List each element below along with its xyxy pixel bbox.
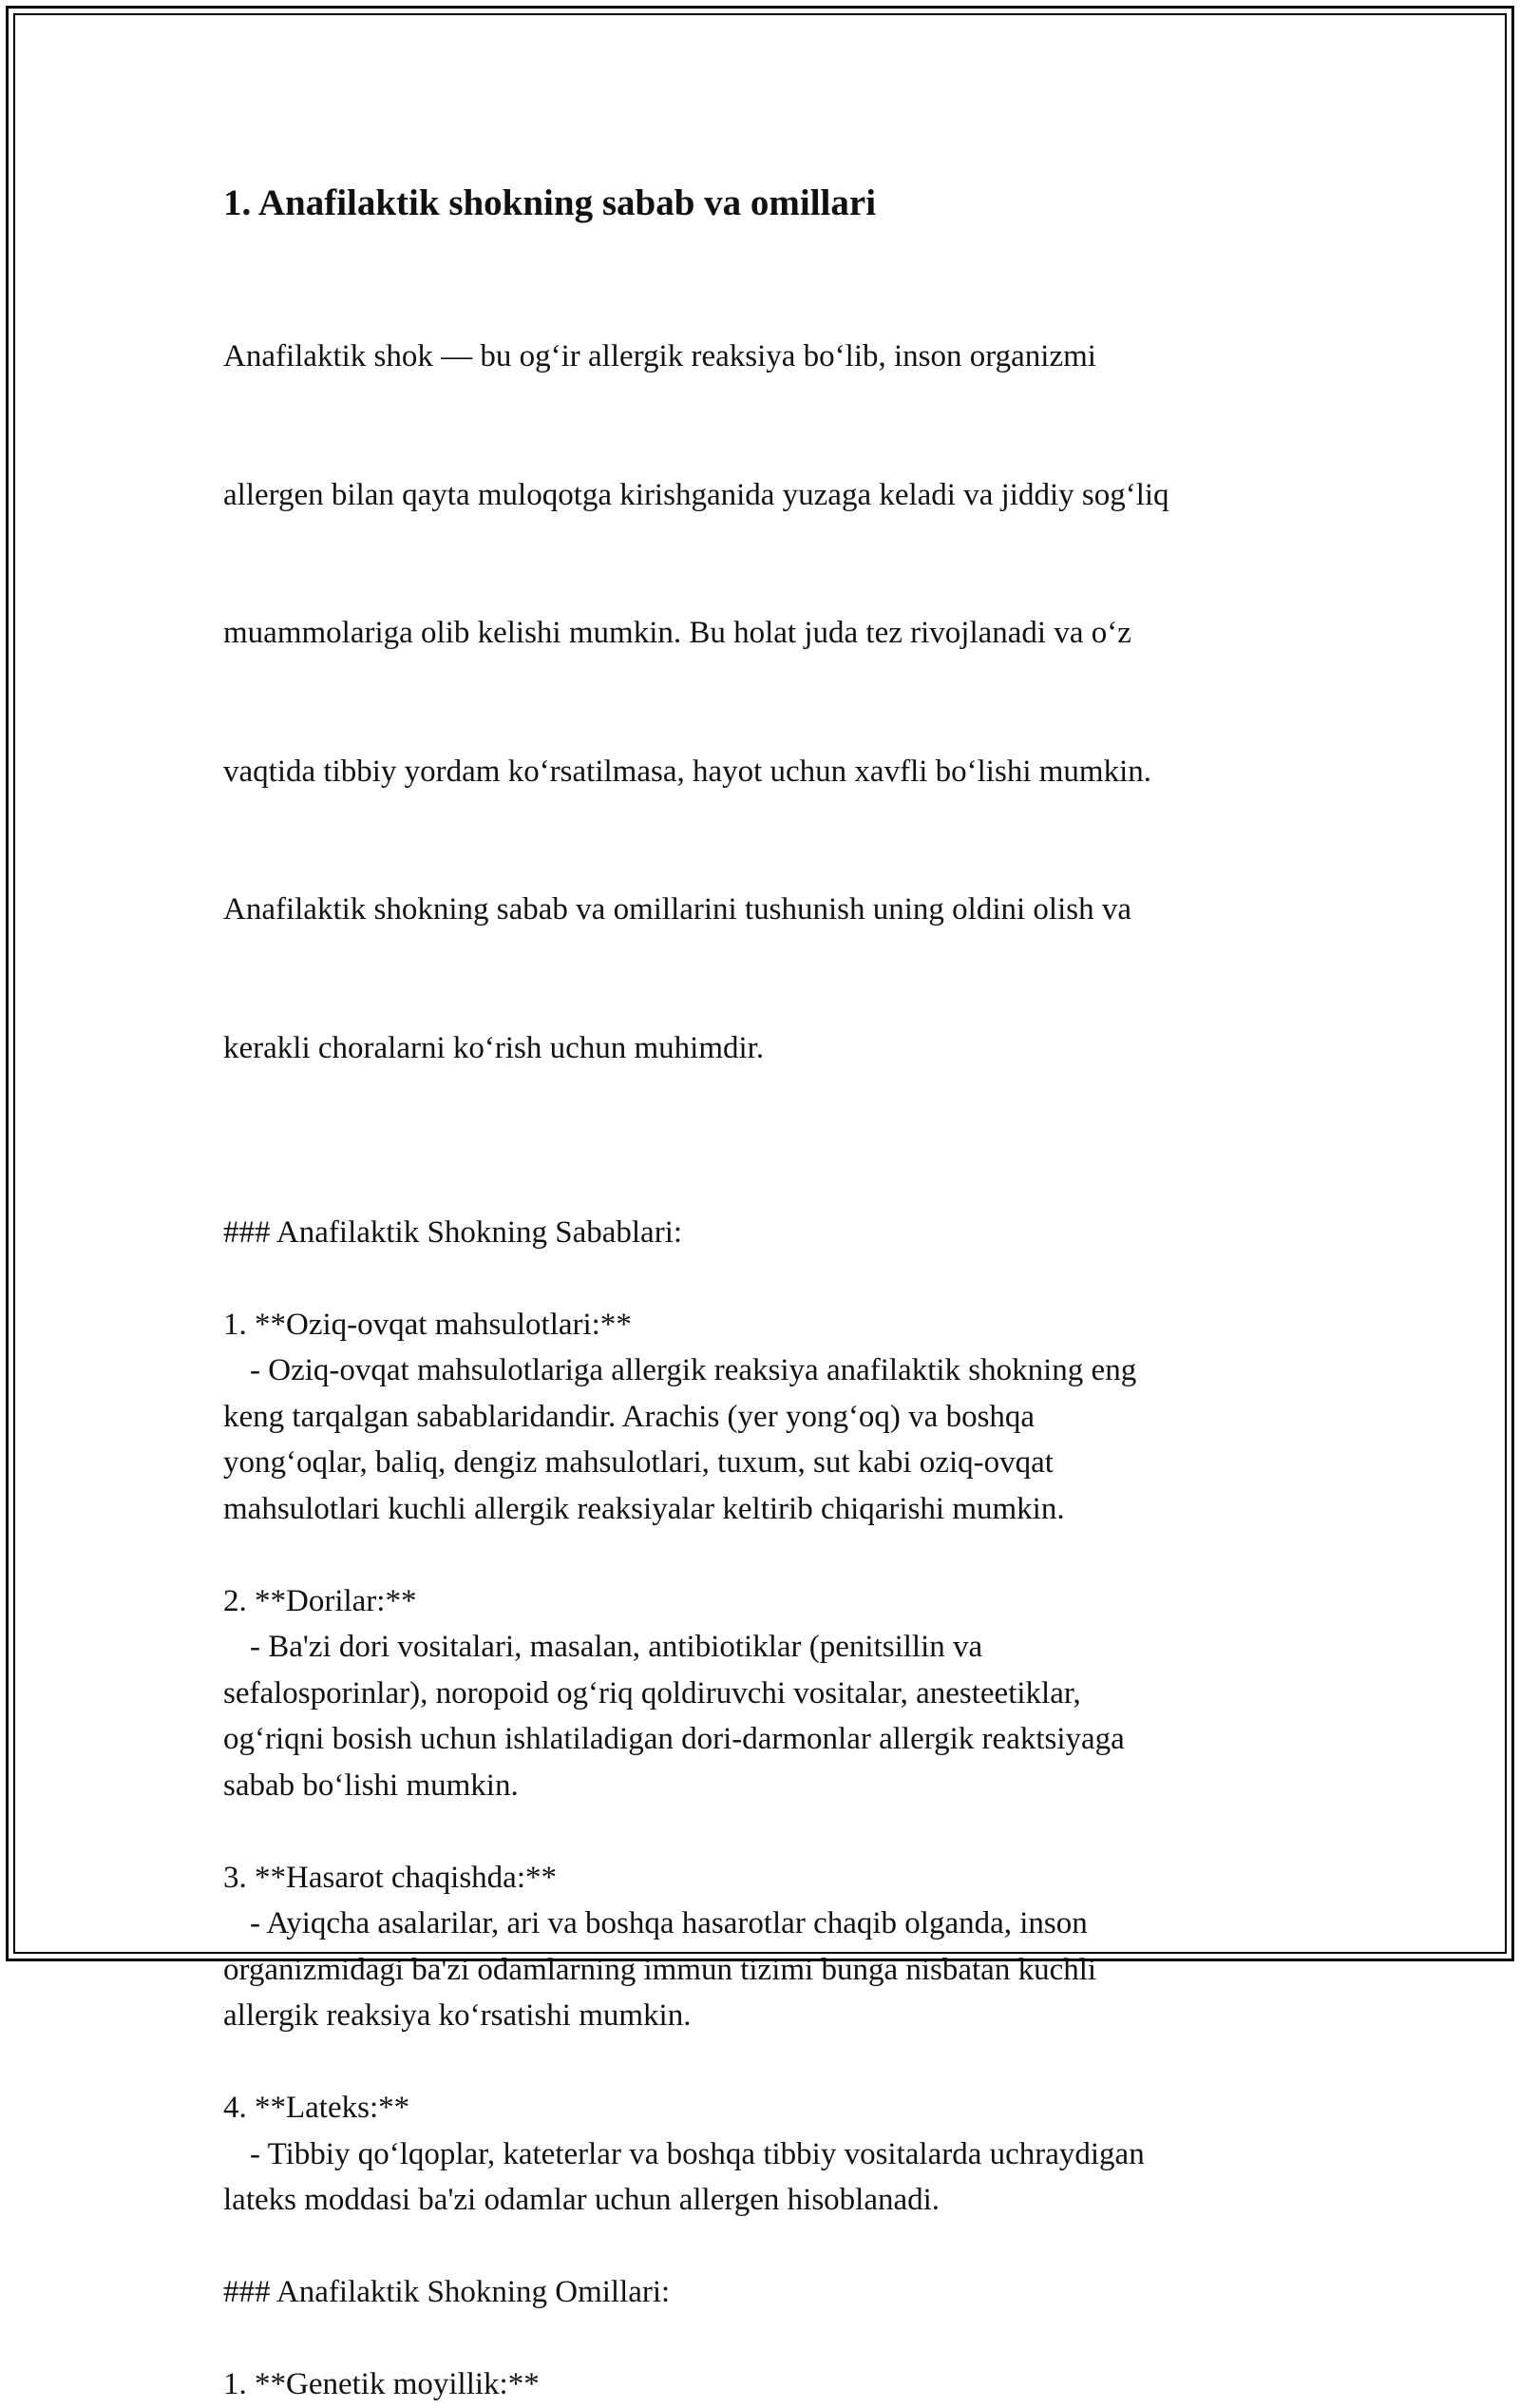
cause-item-latex: [223, 2085, 1297, 2224]
intro-line: Anafilaktik shok — bu og‘ir allergik reaksiya bo‘lib, inson organizmi: [223, 339, 1096, 373]
spacer: [223, 2316, 1297, 2362]
cause-item-drugs: [223, 1578, 1297, 1809]
cause-line: - Ba'zi dori vositalari, masalan, antibiotiklar (penitsillin va: [250, 1630, 983, 1664]
cause-line: keng tarqalgan sabablaridandir. Arachis (yer yong‘oq) va boshqa: [223, 1399, 1036, 1434]
cause-line: mahsulotlari kuchli allergik reaksiyalar keltirib chiqarishi mumkin.: [223, 1491, 1065, 1526]
cause-heading: 4. **Lateks:**: [223, 2091, 410, 2125]
cause-line: - Oziq-ovqat mahsulotlariga allergik reaksiya anafilaktik shokning eng: [250, 1353, 1137, 1387]
intro-line: vaqtida tibbiy yordam ko‘rsatilmasa, hayot uchun xavfli bo‘lishi mumkin.: [223, 754, 1151, 789]
cause-line: organizmidagi ba'zi odamlarning immun tizimi bunga nisbatan kuchli: [223, 1952, 1097, 1987]
document-body: [223, 177, 1297, 2408]
spacer: [223, 2039, 1297, 2086]
factor-heading: 1. **Genetik moyillik:**: [223, 2367, 540, 2401]
cause-line: - Tibbiy qo‘lqoplar, kateterlar va boshqa tibbiy vositalarda uchraydigan: [250, 2136, 1145, 2171]
causes-heading: ### Anafilaktik Shokning Sabablari:: [223, 1214, 683, 1250]
spacer: [223, 1255, 1297, 1302]
spacer: [223, 1532, 1297, 1578]
spacer: [223, 1808, 1297, 1855]
cause-line: sefalosporinlar), noropoid og‘riq qoldiruvchi vositalar, anesteetiklar,: [223, 1675, 1081, 1710]
cause-item-insects: [223, 1855, 1297, 2039]
cause-line: - Ayiqcha asalarilar, ari va boshqa hasarotlar chaqib olganda, inson: [250, 1906, 1088, 1940]
document-title: 1. Anafilaktik shokning sabab va omillari: [223, 182, 877, 223]
intro-line: allergen bilan qayta muloqotga kirishganida yuzaga keladi va jiddiy sog‘liq: [223, 477, 1169, 512]
spacer: [223, 2224, 1297, 2270]
cause-line: sabab bo‘lishi mumkin.: [223, 1768, 519, 1803]
intro-paragraph: [223, 241, 1297, 1163]
cause-heading: 1. **Oziq-ovqat mahsulotlari:**: [223, 1307, 632, 1342]
intro-line: kerakli choralarni ko‘rish uchun muhimdir.: [223, 1030, 765, 1065]
spacer: [223, 1163, 1297, 1210]
cause-line: lateks moddasi ba'zi odamlar uchun allergen hisoblanadi.: [223, 2183, 940, 2217]
factor-item-genetic: [223, 2361, 1297, 2408]
cause-line: yong‘oqlar, baliq, dengiz mahsulotlari, tuxum, sut kabi oziq-ovqat: [223, 1445, 1054, 1480]
intro-line: Anafilaktik shokning sabab va omillarini tushunish uning oldini olish va: [223, 892, 1132, 927]
factors-heading: ### Anafilaktik Shokning Omillari:: [223, 2275, 671, 2309]
intro-line: muammolariga olib kelishi mumkin. Bu holat juda tez rivojlanadi va o‘z: [223, 616, 1131, 650]
cause-heading: 3. **Hasarot chaqishda:**: [223, 1860, 557, 1895]
cause-line: og‘riqni bosish uchun ishlatiladigan dori-darmonlar allergik reaktsiyaga: [223, 1722, 1125, 1756]
cause-heading: 2. **Dorilar:**: [223, 1583, 417, 1618]
cause-item-food: [223, 1302, 1297, 1533]
cause-line: allergik reaksiya ko‘rsatishi mumkin.: [223, 1998, 692, 2033]
